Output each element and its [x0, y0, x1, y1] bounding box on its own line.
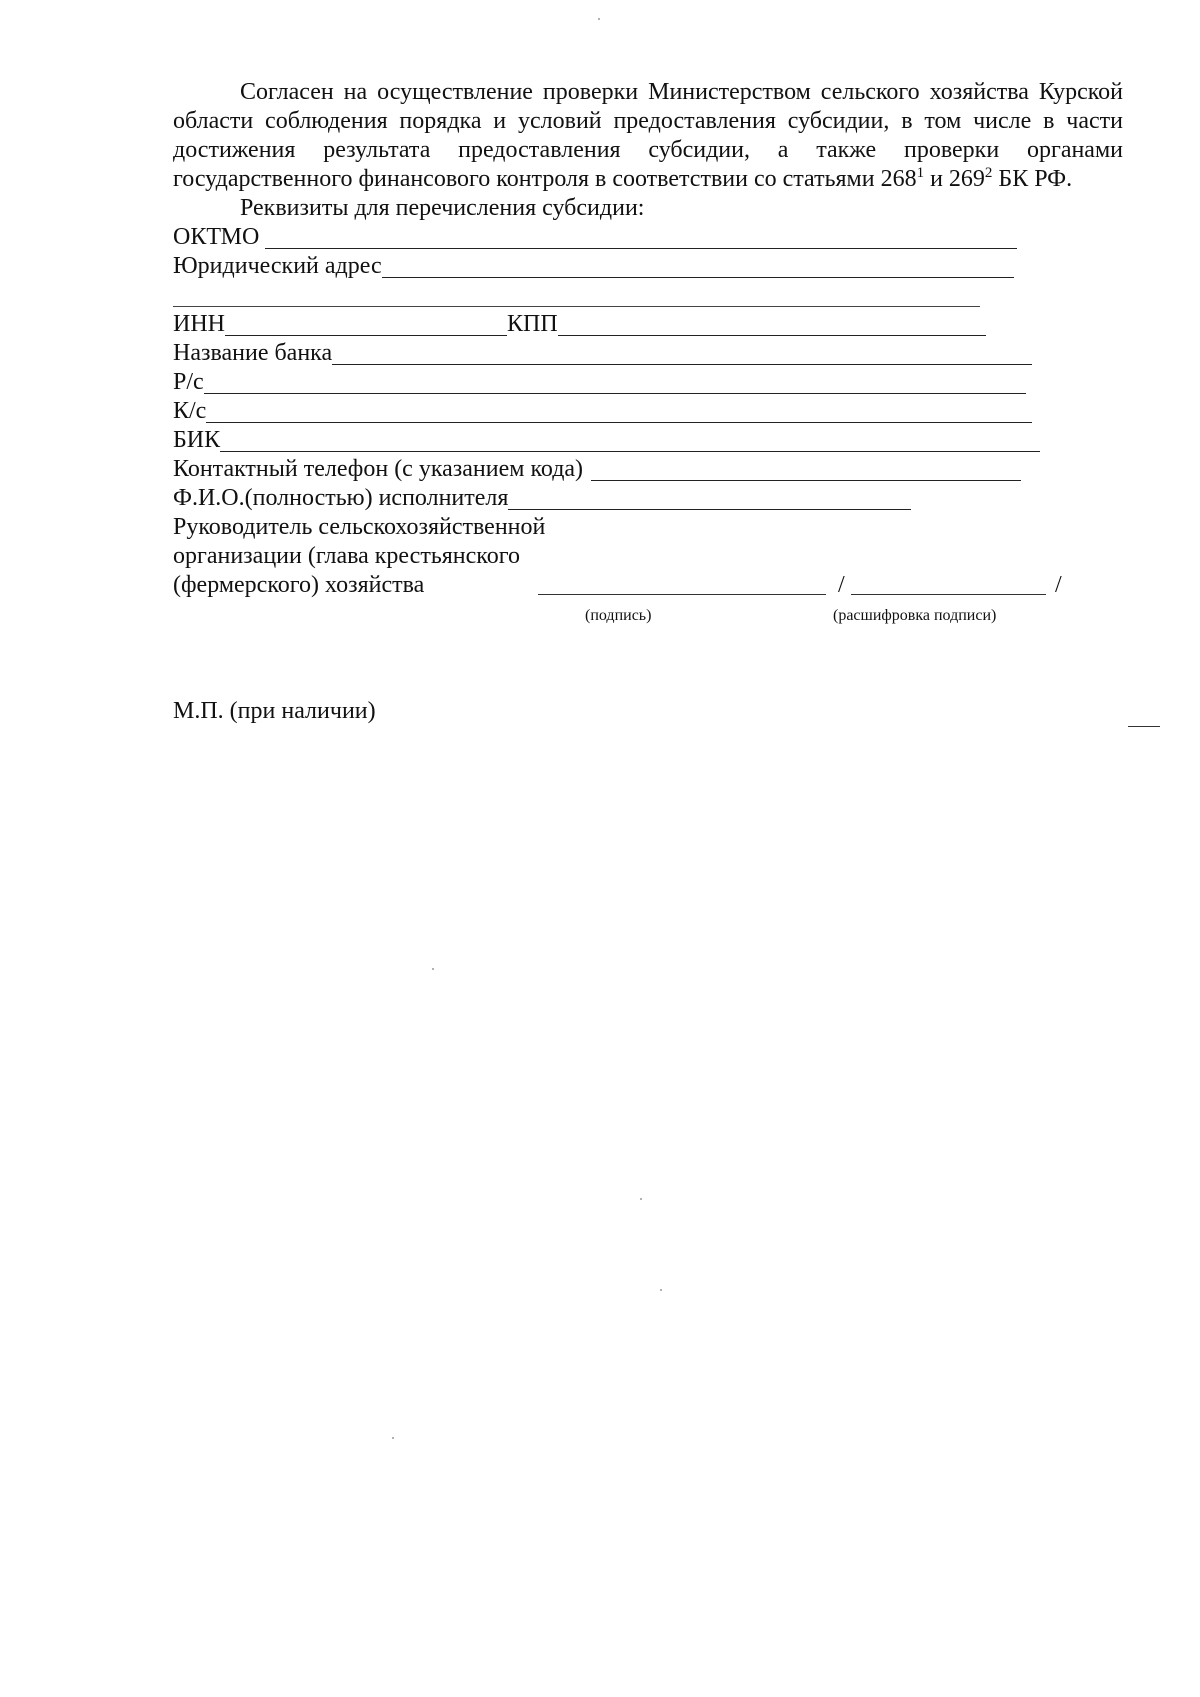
bank-name-field[interactable] — [332, 342, 1032, 365]
signature-decode-field[interactable] — [851, 594, 1046, 595]
scan-speck — [392, 1437, 394, 1439]
corr-account-field[interactable] — [206, 400, 1032, 423]
consent-text-3: БК РФ. — [992, 166, 1073, 192]
bik-field[interactable] — [220, 429, 1040, 452]
scan-speck — [598, 18, 600, 20]
bik-row — [173, 426, 1123, 455]
requisites-heading: Реквизиты для перечисления субсидии: — [240, 195, 645, 221]
footnote-269-2: 2 — [984, 165, 993, 181]
phone-field[interactable] — [591, 458, 1021, 481]
bank-name-row — [173, 339, 1123, 368]
stamp-place: М.П. (при наличии) — [173, 698, 376, 724]
footnote-268-1: 1 — [916, 165, 925, 181]
inn-kpp-row — [173, 310, 1123, 339]
signature-caption: (подпись) — [585, 607, 652, 624]
scan-speck — [640, 1198, 642, 1200]
legal-address-continuation-row — [173, 281, 1123, 310]
executor-field[interactable] — [508, 487, 911, 510]
slash-left: / — [838, 572, 845, 598]
oktmo-row — [173, 223, 1123, 252]
signatory-line-3: (фермерского) хозяйства — [173, 572, 425, 598]
corr-account-label: К/с — [173, 398, 207, 424]
scan-speck — [432, 968, 434, 970]
corr-account-row — [173, 397, 1123, 426]
settlement-account-label: Р/с — [173, 369, 204, 395]
legal-address-field-2[interactable] — [173, 306, 980, 307]
settlement-account-field[interactable] — [204, 371, 1026, 394]
signatory-line-2: организации (глава крестьянского — [173, 543, 520, 569]
legal-address-row — [173, 252, 1123, 281]
bik-label: БИК — [173, 427, 221, 453]
kpp-label: КПП — [507, 311, 558, 337]
consent-paragraph — [173, 78, 1123, 194]
form-content — [173, 78, 1123, 663]
legal-address-field[interactable] — [382, 255, 1014, 278]
signature-fields — [173, 571, 1123, 631]
oktmo-label: ОКТМО — [173, 224, 260, 250]
scan-speck — [660, 1289, 662, 1291]
signature-field[interactable] — [538, 594, 826, 595]
phone-label: Контактный телефон (с указанием кода) — [173, 456, 584, 482]
inn-field[interactable] — [225, 313, 507, 336]
edge-mark — [1128, 726, 1160, 727]
consent-text-2: и 269 — [924, 166, 985, 192]
executor-row — [173, 484, 1123, 513]
bank-name-label: Название банка — [173, 340, 333, 366]
signature-decode-caption: (расшифровка подписи) — [833, 607, 997, 624]
slash-right: / — [1055, 572, 1062, 598]
signature-block — [173, 513, 1123, 663]
signatory-line-1: Руководитель сельскохозяйственной — [173, 514, 546, 540]
executor-label: Ф.И.О.(полностью) исполнителя — [173, 485, 509, 511]
legal-address-label: Юридический адрес — [173, 253, 382, 279]
phone-row — [173, 455, 1123, 484]
consent-text: Согласен на осуществление проверки Министерством сельского хозяйства Курской области соблюдения порядка и условий предоставления субсидии, в том числе в части достижения результата предоставления субсидии, а также проверки органами государственного финансового контроля в соответствии со статьями 268 — [173, 79, 1123, 192]
oktmo-field[interactable] — [265, 226, 1017, 249]
inn-label: ИНН — [173, 311, 225, 337]
kpp-field[interactable] — [558, 313, 986, 336]
settlement-account-row — [173, 368, 1123, 397]
